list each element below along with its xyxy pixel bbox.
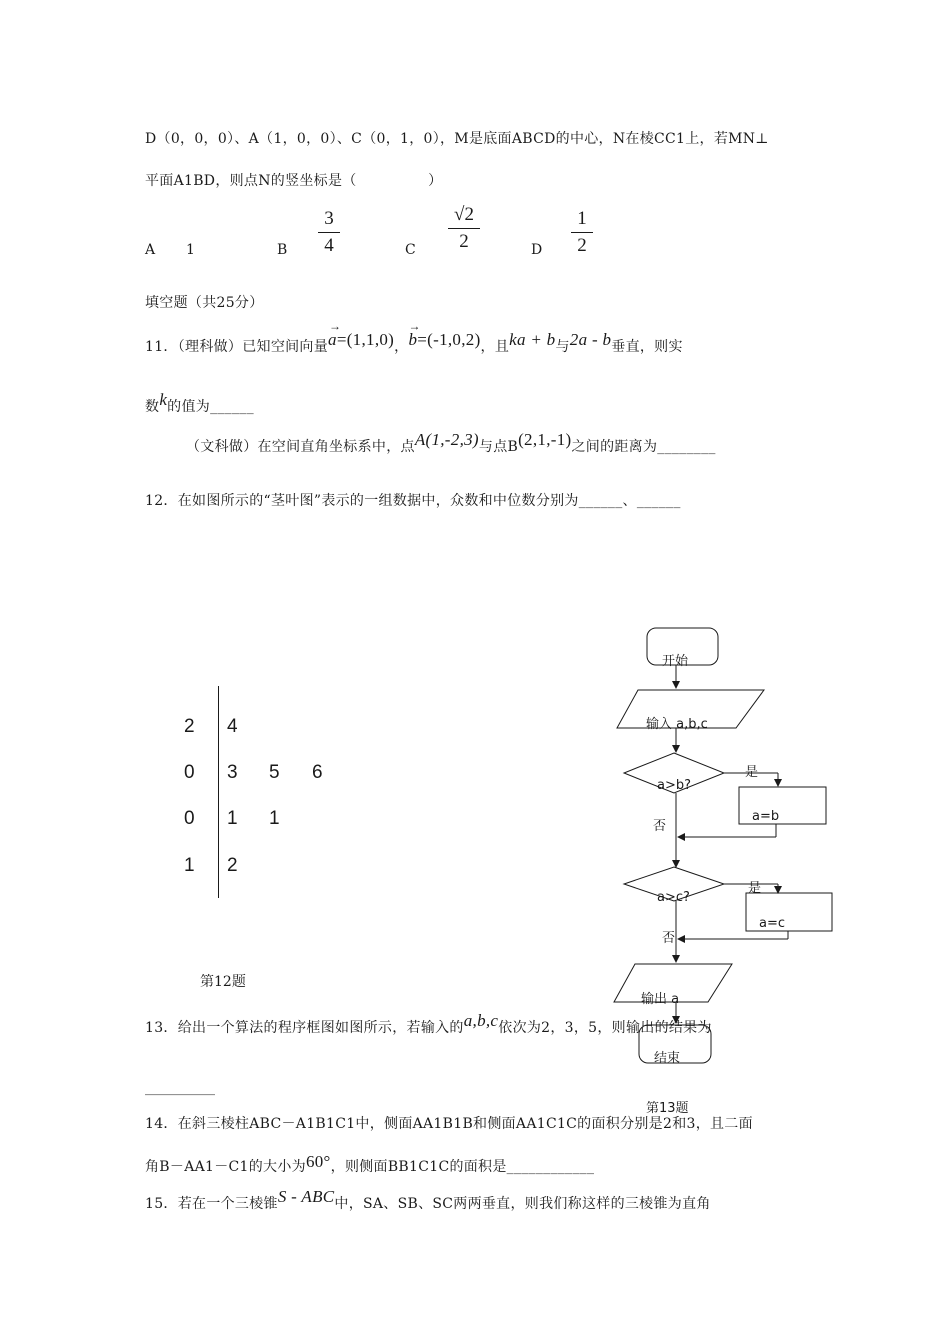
q11-mid: ，且 (480, 339, 510, 355)
q12-caption: 第12题 (200, 974, 246, 990)
leaf-2-3: 6 (312, 762, 323, 783)
flow-assign-2: a=c (759, 916, 786, 931)
option-a-value: 1 (186, 242, 195, 258)
q14-line2 (145, 1152, 595, 1176)
q11-line2-prefix: 数 (145, 399, 160, 415)
leaf-4-1: 2 (227, 855, 238, 876)
flow-no-1: 否 (653, 819, 667, 834)
option-c-numerator: √2 (454, 204, 474, 225)
stem-row-1: 2 (184, 716, 195, 737)
q13-tail: 依次为2，3，5，则输出的结果为 (498, 1020, 712, 1036)
q14-line2-tail: ，则侧面BB1C1C的面积是____________ (330, 1159, 595, 1175)
flow-end: 结束 (654, 1051, 681, 1066)
q15-line1 (145, 1187, 711, 1213)
angle-60: 60° (305, 1152, 331, 1171)
q11-liberal-mid: 与点B (478, 439, 519, 455)
option-d-denominator: 2 (577, 235, 587, 256)
section-title: 填空题（共25分） (145, 295, 264, 311)
option-d-label: D (531, 242, 543, 258)
option-b-denominator: 4 (324, 235, 334, 256)
flow-cond-1: a>b? (657, 778, 692, 793)
option-c-label: C (405, 242, 416, 258)
q11-with: 与 (555, 339, 570, 355)
q11-line2-tail: 的值为______ (167, 399, 254, 415)
option-b-numerator: 3 (324, 208, 334, 229)
q11-tail: 垂直，则实 (611, 339, 683, 355)
flow-output: 输出 a (641, 992, 680, 1007)
q13-blank: __________ (145, 1080, 215, 1096)
flow-no-2: 否 (662, 931, 676, 946)
leaf-1-1: 4 (227, 716, 238, 737)
q14-line1: 14．在斜三棱柱ABC－A1B1C1中，侧面AA1B1B和侧面AA1C1C的面积分别是2和3，且二面 (145, 1116, 753, 1132)
option-d-numerator: 1 (577, 208, 587, 229)
q11-liberal-tail: 之间的距离为________ (571, 439, 716, 455)
q14-line2-prefix: 角B－AA1－C1的大小为 (145, 1159, 306, 1175)
q10-line1: D（0，0，0）、A（1，0，0）、C（0，1，0），M是底面ABCD的中心，N在棱CC1上，若MN⊥ (145, 131, 769, 147)
q13-line1 (145, 1011, 712, 1037)
flow-cond-2: a>c? (657, 890, 690, 905)
q13-vars: a,b,c (463, 1011, 499, 1030)
vector-b-value: =(-1,0,2) (417, 330, 481, 349)
var-k: k (159, 390, 168, 409)
q11-liberal-prefix: （文科做）在空间直角坐标系中，点 (186, 439, 415, 455)
leaf-3-1: 1 (227, 808, 238, 829)
stem-row-3: 0 (184, 808, 195, 829)
flow-start: 开始 (662, 654, 689, 669)
option-c-denominator: 2 (459, 231, 469, 252)
vector-a-value: =(1,1,0) (336, 330, 395, 349)
leaf-2-1: 3 (227, 762, 238, 783)
flow-assign-1: a=b (752, 809, 780, 824)
point-a: A(1,-2,3) (414, 430, 479, 449)
q12-text: 12．在如图所示的“茎叶图”表示的一组数据中，众数和中位数分别为______、______ (145, 493, 681, 509)
q15-prefix: 15．若在一个三棱锥 (145, 1196, 278, 1212)
flow-yes-1: 是 (745, 765, 759, 780)
flow-yes-2: 是 (748, 881, 762, 896)
q15-expr: S - ABC (277, 1187, 335, 1206)
flow-caption: 第13题 (646, 1101, 689, 1116)
option-b-label: B (277, 242, 288, 258)
flow-input: 输入 a,b,c (646, 717, 708, 732)
leaf-3-2: 1 (269, 808, 280, 829)
q13-prefix: 13．给出一个算法的程序框图如图所示，若输入的 (145, 1020, 464, 1036)
q11-prefix: 11．（理科做）已知空间向量 (145, 339, 329, 355)
leaf-2-2: 5 (269, 762, 280, 783)
expr-ka-plus-b: ka + b (509, 330, 556, 349)
q11-comma: ， (394, 339, 409, 355)
q15-tail: 中，SA、SB、SC两两垂直，则我们称这样的三棱锥为直角 (334, 1196, 711, 1212)
stem-row-2: 0 (184, 762, 195, 783)
expr-2a-minus-b: 2a - b (569, 330, 612, 349)
stem-row-4: 1 (184, 855, 195, 876)
option-a-label: A (145, 242, 156, 258)
vector-a: → a (328, 319, 342, 349)
q10-line2: 平面A1BD，则点N的竖坐标是（ ） (145, 173, 443, 189)
vector-b: → b (408, 319, 421, 349)
point-b: (2,1,-1) (518, 430, 572, 449)
